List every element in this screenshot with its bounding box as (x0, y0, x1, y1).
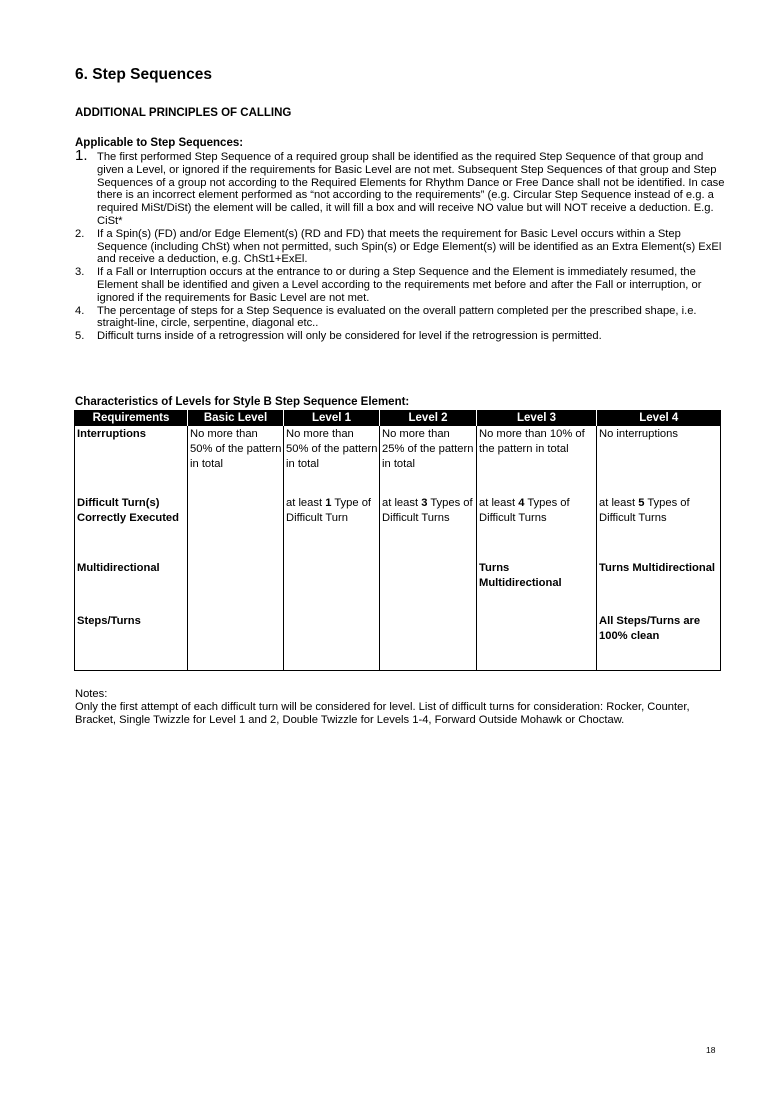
list-item (75, 228, 725, 266)
basic-level-cell (188, 560, 284, 613)
table-row (75, 426, 721, 495)
level-4-cell: at least 5 Types of Difficult Turns (597, 495, 721, 560)
list-item-number: 3. (75, 266, 85, 279)
header-requirements: Requirements (75, 410, 188, 426)
level-3-cell: No more than 10% of the pattern in total (477, 426, 597, 495)
basic-level-cell (188, 613, 284, 671)
level-2-cell: No more than 25% of the pattern in total (380, 426, 477, 495)
level-1-cell: at least 1 Type of Difficult Turn (284, 495, 380, 560)
basic-level-cell: No more than 50% of the pattern in total (188, 426, 284, 495)
list-item-text: Difficult turns inside of a retrogression will only be considered for level if the retrogression is permitted. (97, 330, 602, 343)
list-item (75, 147, 725, 228)
levels-table (74, 410, 721, 671)
level-1-cell: No more than 50% of the pattern in total (284, 426, 380, 495)
level-3-cell (477, 613, 597, 671)
requirement-cell: Steps/Turns (75, 613, 188, 671)
list-item-number: 5. (75, 330, 85, 343)
list-item-number: 1. (75, 147, 88, 164)
header-level-3: Level 3 (477, 410, 597, 426)
turn-count: 5 (638, 497, 645, 509)
page-number: 18 (706, 1045, 716, 1055)
section-title: 6. Step Sequences (75, 66, 212, 83)
list-item-number: 2. (75, 227, 85, 240)
table-row (75, 613, 721, 671)
header-level-1: Level 1 (284, 410, 380, 426)
level-4-cell: All Steps/Turns are 100% clean (597, 613, 721, 671)
list-item-number: 4. (75, 304, 85, 317)
table-row (75, 495, 721, 560)
list-item-text: If a Fall or Interruption occurs at the entrance to or during a Step Sequence and the Element is immediately resumed, the Element shall be identified and given a Level according to the requirements met before and after the Fall or interruption, or ignored if the requirements for Basic Level are not met. (97, 266, 702, 304)
level-1-cell (284, 613, 380, 671)
level-2-cell (380, 613, 477, 671)
list-heading: Applicable to Step Sequences: (75, 137, 244, 149)
notes (75, 688, 725, 726)
level-4-cell: No interruptions (597, 426, 721, 495)
header-basic-level: Basic Level (188, 410, 284, 426)
level-3-cell: Turns Multidirectional (477, 560, 597, 613)
header-level-2: Level 2 (380, 410, 477, 426)
turn-count: 3 (421, 497, 428, 509)
table-header-row (75, 410, 721, 426)
notes-text: Only the first attempt of each difficult turn will be considered for level. List of difficult turns for consideration: Rocker, Counter, Bracket, Single Twizzle for Level 1 and 2, Double Twizzle for Levels 1-4, Forward Outside Mohawk or Choctaw. (75, 700, 690, 726)
level-4-cell: Turns Multidirectional (597, 560, 721, 613)
header-level-4: Level 4 (597, 410, 721, 426)
list-item (75, 330, 725, 343)
notes-label: Notes: (75, 688, 108, 700)
list-item (75, 305, 725, 331)
level-2-cell: at least 3 Types of Difficult Turns (380, 495, 477, 560)
level-2-cell (380, 560, 477, 613)
table-caption: Characteristics of Levels for Style B Step Sequence Element: (75, 396, 410, 408)
level-1-cell (284, 560, 380, 613)
turn-count: 4 (518, 497, 525, 509)
level-3-cell: at least 4 Types of Difficult Turns (477, 495, 597, 560)
basic-level-cell (188, 495, 284, 560)
list-item-text: If a Spin(s) (FD) and/or Edge Element(s) (RD and FD) that meets the requirement for Basic Level occurs within a Step Sequence (including ChSt) when not permitted, such Spin(s) or Edge Element(s) will be identified as an Extra Element(s) ExEl and receive a deduction, e.g. ChSt1+ExEl. (97, 227, 722, 266)
requirement-cell: Difficult Turn(s) Correctly Executed (75, 495, 188, 560)
list-item (75, 266, 725, 304)
subheading: ADDITIONAL PRINCIPLES OF CALLING (75, 107, 292, 119)
calling-principles-list (75, 147, 725, 343)
list-item-text: The first performed Step Sequence of a required group shall be identified as the required Step Sequence of that group and given a Level, or ignored if the requirements for Basic Level are not met. Subsequent Step Sequences of that group and Step Sequences of a group not according to the Required Elements for Rhythm Dance or Free Dance shall not be identified. In case there is an incorrect element performed as “not according to the requirements” (e.g. Circular Step Sequence instead of e.g. a required MiSt/DiSt) the element will be called, it will fill a box and will receive NO value but will NOT receive a deduction. E.g. CiSt* (97, 151, 725, 227)
list-item-text: The percentage of steps for a Step Sequence is evaluated on the overall pattern completed per the prescribed shape, i.e. straight-line, circle, serpentine, diagonal etc.. (97, 304, 697, 330)
table-row (75, 560, 721, 613)
requirement-cell: Interruptions (75, 426, 188, 495)
turn-count: 1 (325, 497, 332, 509)
requirement-cell: Multidirectional (75, 560, 188, 613)
